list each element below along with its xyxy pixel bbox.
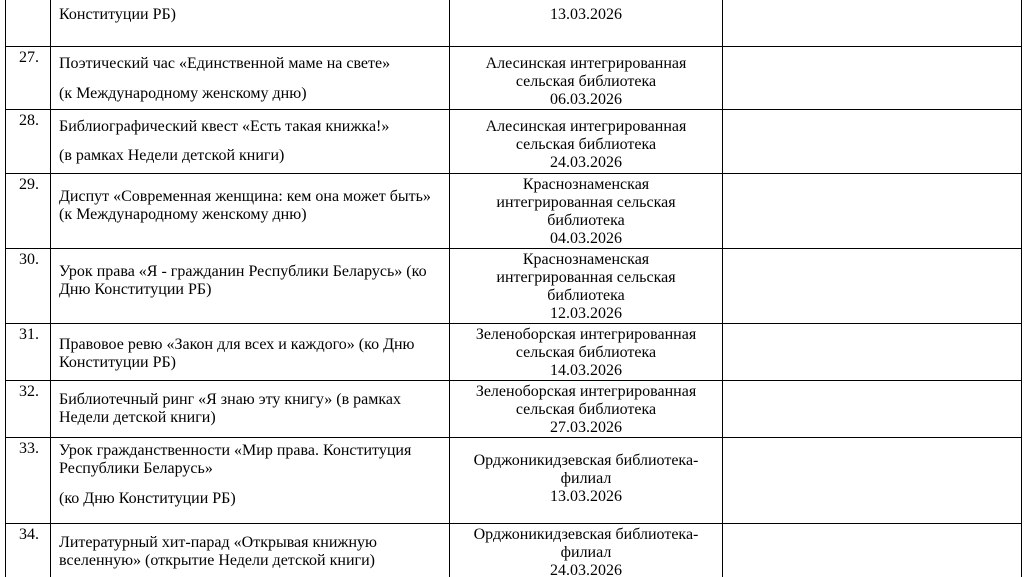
event-title: Правовое ревю «Закон для всех и каждого» (ко Дню Конституции РБ) [59, 336, 415, 371]
event-place-line: библиотека [547, 287, 625, 304]
event-occasion: (в рамках Недели детской книги) [59, 147, 285, 164]
event-title: Урок права «Я - гражданин Республики Беларусь» (ко Дню Конституции РБ) [59, 263, 427, 298]
event-place-cell [450, 110, 723, 174]
notes-cell [723, 47, 1022, 110]
event-date: 13.03.2026 [550, 6, 622, 23]
row-number-cell [6, 0, 51, 47]
row-number: 29. [19, 176, 39, 193]
row-number: 34. [19, 526, 39, 543]
event-title-cell [51, 324, 450, 381]
table-row [6, 381, 1022, 438]
event-occasion: (к Международному женскому дню) [59, 85, 307, 102]
event-occasion: (ко Дню Конституции РБ) [59, 490, 236, 507]
table-row [6, 524, 1022, 577]
event-title-cell [51, 174, 450, 249]
event-title: Диспут «Современная женщина: кем она может быть» (к Международному женскому дню) [59, 188, 431, 223]
notes-cell [723, 0, 1022, 47]
notes-cell [723, 324, 1022, 381]
event-title-cell [51, 249, 450, 324]
event-date: 12.03.2026 [550, 305, 622, 322]
notes-cell [723, 381, 1022, 438]
row-number: 27. [19, 49, 39, 66]
table-row [6, 249, 1022, 324]
row-number: 30. [19, 251, 39, 268]
event-title: Библиографический квест «Есть такая книжка!» [59, 118, 390, 135]
event-date: 27.03.2026 [550, 419, 622, 436]
event-place-cell [450, 524, 723, 577]
event-place-cell [450, 438, 723, 524]
notes-cell [723, 249, 1022, 324]
event-place-line: интегрированная сельская [496, 194, 676, 211]
event-place-line: сельская библиотека [515, 73, 657, 90]
event-title: Урок гражданственности «Мир права. Конституция Республики Беларусь» [59, 442, 412, 477]
event-place-line: сельская библиотека [515, 344, 657, 361]
notes-cell [723, 174, 1022, 249]
event-place-line: сельская библиотека [515, 136, 657, 153]
event-date: 24.03.2026 [550, 154, 622, 171]
event-title-cell [51, 381, 450, 438]
row-number: 33. [19, 440, 39, 457]
notes-cell [723, 110, 1022, 174]
row-number: 32. [19, 383, 39, 400]
event-date: 04.03.2026 [550, 230, 622, 247]
event-date: 24.03.2026 [550, 562, 622, 577]
row-number-cell [6, 438, 51, 524]
event-title: Литературный хит-парад «Открывая книжную вселенную» (открытие Недели детской книги) [59, 534, 377, 569]
event-place-line: Зеленоборская интегрированная [475, 326, 697, 343]
event-place-cell [450, 324, 723, 381]
notes-cell [723, 524, 1022, 577]
event-place-cell [450, 381, 723, 438]
event-place-cell [450, 249, 723, 324]
event-place-cell [450, 174, 723, 249]
table-row [6, 47, 1022, 110]
row-number-cell [6, 174, 51, 249]
event-place-line: Зеленоборская интегрированная [475, 383, 697, 400]
event-title: Поэтический час «Единственной маме на свете» [59, 55, 391, 72]
row-number-cell [6, 110, 51, 174]
row-number: 28. [19, 112, 39, 129]
table-row [6, 110, 1022, 174]
event-place-line: филиал [560, 544, 612, 561]
row-number-cell [6, 47, 51, 110]
event-title-cell [51, 524, 450, 577]
table-row [6, 174, 1022, 249]
event-place-line: интегрированная сельская [496, 269, 676, 286]
event-place-line: сельская библиотека [515, 401, 657, 418]
event-title: Библиотечный ринг «Я знаю эту книгу» (в рамках Недели детской книги) [59, 391, 401, 426]
event-title-cell [51, 110, 450, 174]
table-row [6, 0, 1022, 47]
events-table [5, 0, 1022, 577]
event-date: 14.03.2026 [550, 362, 622, 379]
row-number: 31. [19, 326, 39, 343]
event-title-cell [51, 0, 450, 47]
row-number-cell [6, 324, 51, 381]
event-place-line: Краснознаменская [522, 251, 650, 268]
event-place-line: библиотека [547, 212, 625, 229]
event-place-line: Орджоникидзевская библиотека- [473, 526, 699, 543]
event-title: Конституции РБ) [59, 6, 176, 23]
row-number-cell [6, 381, 51, 438]
event-place-line: Алесинская интегрированная [485, 118, 687, 135]
event-date: 06.03.2026 [550, 91, 622, 108]
event-place-line: Краснознаменская [522, 176, 650, 193]
event-place-cell [450, 0, 723, 47]
row-number-cell [6, 249, 51, 324]
event-date: 13.03.2026 [550, 488, 622, 505]
event-place-line: Алесинская интегрированная [485, 55, 687, 72]
event-place-line: филиал [560, 470, 612, 487]
event-place-cell [450, 47, 723, 110]
notes-cell [723, 438, 1022, 524]
event-title-cell [51, 47, 450, 110]
row-number-cell [6, 524, 51, 577]
table-row [6, 438, 1022, 524]
event-title-cell [51, 438, 450, 524]
table-row [6, 324, 1022, 381]
event-place-line: Орджоникидзевская библиотека- [473, 452, 699, 469]
